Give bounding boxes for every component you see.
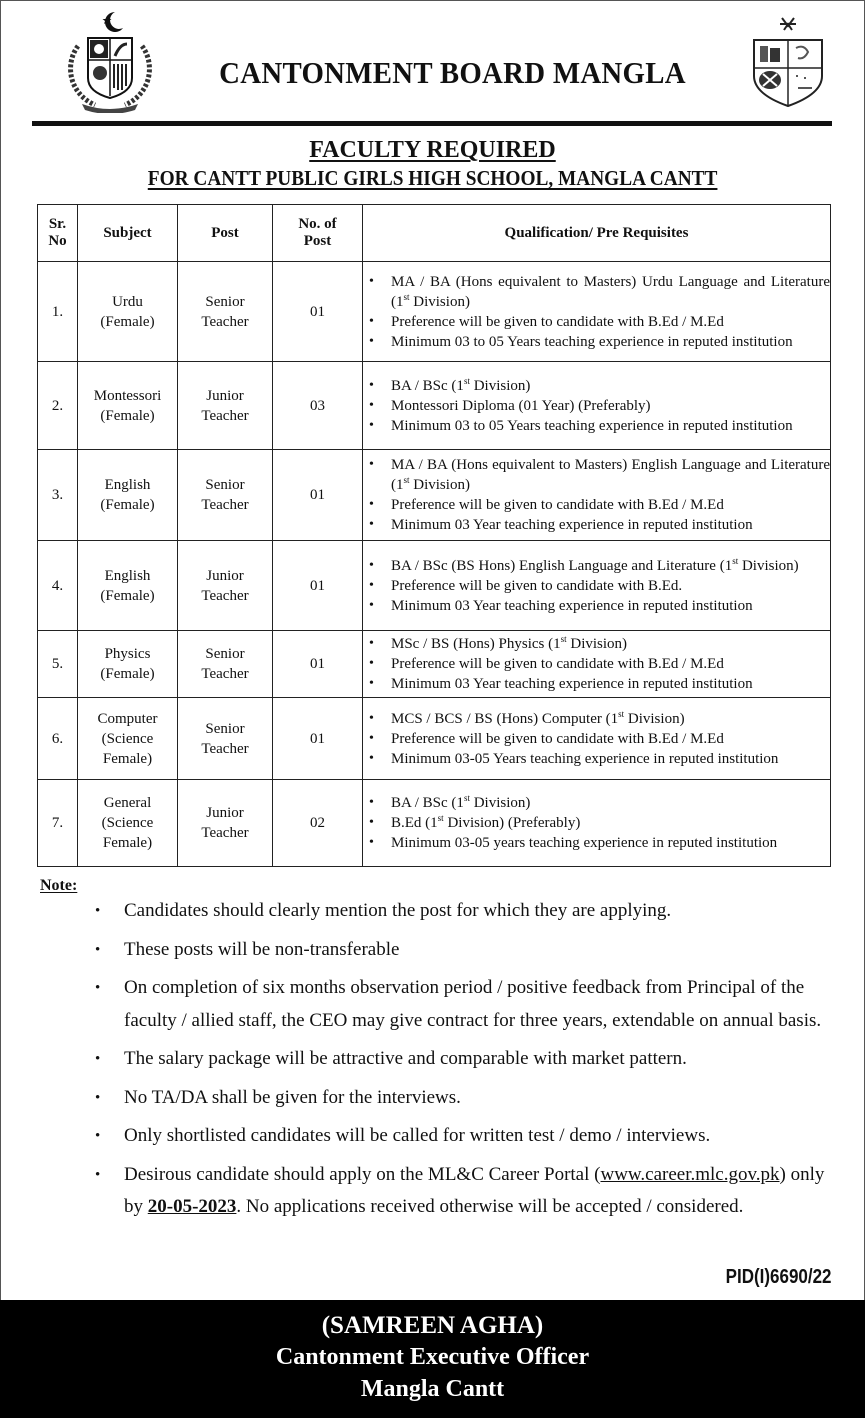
qualification-text: Division) [469,795,531,811]
advert-subtitle-text: FOR CANTT PUBLIC GIRLS HIGH SCHOOL, MANGLA CANTT [147,166,718,190]
post-line: Senior [205,646,245,662]
subject-line: English [104,477,151,493]
qualification-text: Minimum 03-05 years teaching experience in reputed institution [391,835,778,851]
subject-line: English [104,567,151,584]
cell-qualification [363,362,831,450]
cell-sr-no: 3. [38,450,78,541]
qualification-list [363,709,830,769]
subject-line: (Science [101,815,154,831]
header-no-line1: No. of [298,216,337,232]
qualification-text: BA / BSc (1 [391,377,464,394]
subject-line: (Female) [100,313,155,330]
qualification-item [391,515,830,535]
qualification-text: Minimum 03 Year teaching experience in reputed institution [391,676,753,692]
subject-line: Montessori [93,387,162,404]
subject-line: General [103,795,152,811]
qualification-list [363,793,830,853]
cantonment-board-crest-icon [748,12,828,110]
cell-qualification [363,262,831,362]
cell-subject [78,631,178,698]
apply-text-pre: Desirous candidate should apply on the ML&C Career Portal ( [124,1163,601,1185]
table-row [38,631,831,698]
cell-post [178,698,273,780]
table-row [38,450,831,541]
cell-sr-no: 2. [38,362,78,450]
post-line: Senior [205,720,245,737]
advert-title [0,137,865,164]
cell-subject [78,450,178,541]
qualification-item [391,556,830,576]
qualification-item [391,495,830,515]
qualification-list [363,272,830,352]
note-item-apply [95,1159,830,1224]
qualification-text: Minimum 03-05 Years teaching experience in reputed institution [391,750,779,767]
cell-qualification [363,698,831,780]
qualification-text: Montessori Diploma (01 Year) (Preferably) [391,397,651,414]
header-divider [32,121,832,126]
qualification-text: MSc / BS (Hons) Physics (1 [391,636,561,652]
apply-text-mid: ) only by [124,1163,825,1217]
note-item: • On completion of six months observation period / positive feedback from Principal of the faculty / allied staff, the CEO may give contract for three years, extendable on annual basis. [95,972,830,1037]
pid-number: PID(I)6690/22 [726,1266,832,1288]
ordinal-suffix: st [437,813,444,823]
cell-qualification [363,631,831,698]
qualification-text: MA / BA (Hons equivalent to Masters) Urdu Language and Literature (1 [391,273,830,310]
qualification-item [391,749,830,769]
header-no-line2: Post [303,233,332,249]
subject-line: (Female) [100,497,155,513]
advert-subtitle [0,166,865,191]
signature-footer [0,1300,865,1418]
post-line: Junior [206,805,244,821]
qualification-text: Preference will be given to candidate with B.Ed / M.Ed [391,656,724,672]
ordinal-suffix: st [732,555,739,566]
officer-place: Mangla Cantt [360,1376,505,1402]
qualification-text: BA / BSc (BS Hons) English Language and Literature (1 [391,557,733,574]
ordinal-suffix: st [403,475,410,485]
qualification-text: Division) [469,377,531,394]
cell-qualification [363,541,831,631]
qualification-list [363,556,830,616]
header-sr-line1: Sr. [48,216,67,232]
cell-qualification [363,780,831,867]
table-row [38,780,831,867]
qualification-item [391,729,830,749]
cell-no-of-post: 01 [273,698,363,780]
career-portal-link[interactable]: www.career.mlc.gov.pk [600,1163,780,1185]
post-line: Senior [205,293,245,310]
notes-list [95,895,830,1230]
note-item: • No TA/DA shall be given for the interviews. [95,1082,830,1115]
qualification-item [391,272,830,312]
cell-subject [78,698,178,780]
cell-sr-no: 4. [38,541,78,631]
table-header-row [38,205,831,262]
ordinal-suffix: st [463,375,470,386]
note-item: • Candidates should clearly mention the post for which they are applying. [95,895,830,928]
header-sr-line2: No [48,233,67,249]
cell-post [178,780,273,867]
header-no-of-post [273,205,363,262]
cell-subject [78,362,178,450]
note-item: • These posts will be non-transferable [95,934,830,967]
qualification-text: B.Ed (1 [391,815,438,831]
post-line: Teacher [201,497,249,513]
qualification-item [391,634,830,654]
subject-line: Female) [102,750,153,767]
ordinal-suffix: st [618,708,625,719]
post-line: Teacher [201,313,249,330]
subject-line: (Female) [100,666,155,682]
post-line: Teacher [201,407,249,424]
post-line: Junior [206,387,244,404]
advert-title-text: FACULTY REQUIRED [309,137,556,163]
cell-no-of-post: 02 [273,780,363,867]
post-line: Teacher [201,825,249,841]
cell-post [178,541,273,631]
qualification-item [391,416,830,436]
qualification-item [391,596,830,616]
vacancies-table [37,204,831,867]
qualification-text: Division) [738,557,799,574]
cell-subject [78,541,178,631]
cell-sr-no: 5. [38,631,78,698]
post-line: Teacher [201,587,249,604]
qualification-text: Division) [409,477,470,493]
table-row [38,262,831,362]
qualification-text: Division) (Preferably) [443,815,581,831]
qualification-item [391,376,830,396]
cell-qualification [363,450,831,541]
cell-no-of-post: 01 [273,450,363,541]
qualification-text: Minimum 03 to 05 Years teaching experience in reputed institution [391,333,793,350]
cell-post [178,450,273,541]
post-line: Senior [205,477,245,493]
qualification-item [391,833,830,853]
cell-no-of-post: 03 [273,362,363,450]
cell-sr-no: 1. [38,262,78,362]
cell-no-of-post: 01 [273,262,363,362]
table-row [38,541,831,631]
qualification-text: Preference will be given to candidate with B.Ed. [391,577,683,594]
cell-sr-no: 7. [38,780,78,867]
qualification-item [391,332,830,352]
cell-subject [78,780,178,867]
header-subject: Subject [78,205,178,262]
pakistan-state-emblem-icon [60,8,160,113]
subject-line: (Science [101,730,154,747]
header-sr-no [38,205,78,262]
subject-line: (Female) [100,587,155,604]
qualification-item [391,674,830,694]
ordinal-suffix: st [403,291,410,302]
subject-line: Computer [97,710,158,727]
cell-post [178,362,273,450]
qualification-text: Minimum 03 Year teaching experience in reputed institution [391,517,753,533]
qualification-list [363,455,830,535]
qualification-item [391,576,830,596]
org-title: CANTONMENT BOARD MANGLA [219,55,686,90]
post-line: Teacher [201,666,249,682]
ordinal-suffix: st [560,634,567,644]
officer-designation: Cantonment Executive Officer [275,1344,590,1370]
qualification-text: Division) [409,293,470,310]
cell-post [178,262,273,362]
qualification-item [391,312,830,332]
qualification-list [363,376,830,436]
officer-name: (SAMREEN AGHA) [321,1312,544,1339]
cell-subject [78,262,178,362]
subject-line: Urdu [112,293,143,310]
subject-line: Female) [102,835,153,851]
qualification-text: Preference will be given to candidate with B.Ed / M.Ed [391,730,724,747]
note-label: Note: [40,877,78,894]
qualification-item [391,654,830,674]
qualification-item [391,709,830,729]
post-line: Teacher [201,740,249,757]
qualification-item [391,813,830,833]
qualification-text: Preference will be given to candidate with B.Ed / M.Ed [391,313,724,330]
deadline-date: 20-05-2023 [147,1196,237,1217]
post-line: Junior [206,567,244,584]
ordinal-suffix: st [463,793,470,803]
note-item: • The salary package will be attractive and comparable with market pattern. [95,1043,830,1076]
cell-no-of-post: 01 [273,541,363,631]
subject-line: (Female) [100,407,155,424]
qualification-text: MCS / BCS / BS (Hons) Computer (1 [391,710,619,727]
cell-sr-no: 6. [38,698,78,780]
qualification-item [391,396,830,416]
qualification-text: Preference will be given to candidate with B.Ed / M.Ed [391,497,724,513]
cell-post [178,631,273,698]
subject-line: Physics [104,646,151,662]
qualification-text: Division) [566,636,628,652]
qualification-item [391,455,830,495]
header-qualification: Qualification/ Pre Requisites [363,205,831,262]
qualification-text: BA / BSc (1 [391,795,464,811]
qualification-item [391,793,830,813]
table-row [38,698,831,780]
qualification-text: Minimum 03 Year teaching experience in reputed institution [391,597,753,614]
qualification-list [363,634,830,694]
table-row [38,362,831,450]
note-item: • Only shortlisted candidates will be called for written test / demo / interviews. [95,1120,830,1153]
cell-no-of-post: 01 [273,631,363,698]
qualification-text: Minimum 03 to 05 Years teaching experience in reputed institution [391,417,793,434]
header-post: Post [178,205,273,262]
apply-text-post: . No applications received otherwise will be accepted / considered. [236,1196,744,1217]
qualification-text: MA / BA (Hons equivalent to Masters) English Language and Literature (1 [391,457,830,493]
qualification-text: Division) [624,710,685,727]
